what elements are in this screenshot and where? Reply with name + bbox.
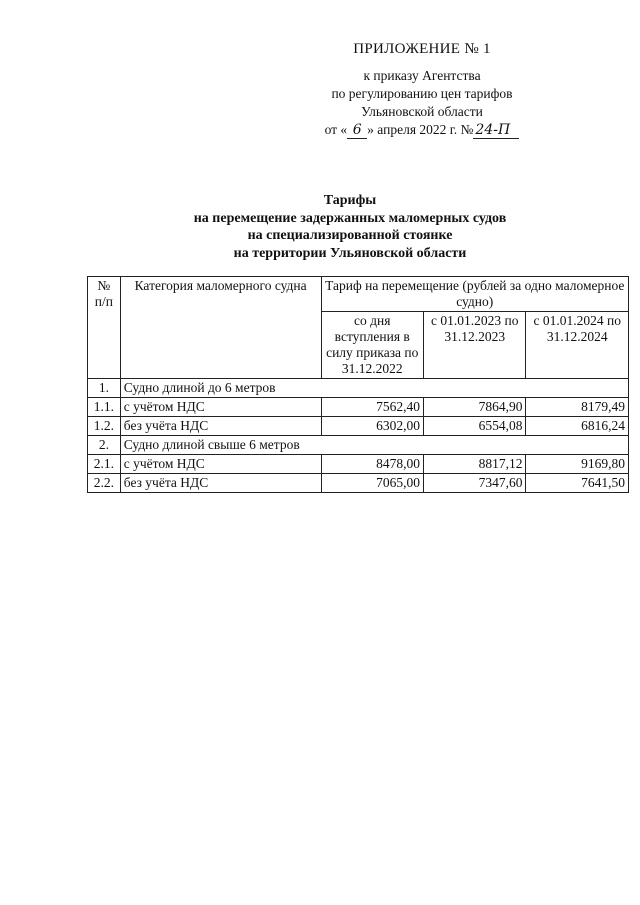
appendix-title: ПРИЛОЖЕНИЕ № 1 <box>353 41 491 57</box>
tariff-table <box>87 276 629 493</box>
row-value-period-2: 6554,08 <box>423 417 525 436</box>
row-value-period-1: 6302,00 <box>321 417 423 436</box>
title-line-2: на перемещение задержанных маломерных судов <box>193 210 507 226</box>
header-category: Категория маломерного судна <box>120 277 321 379</box>
title-line-3: на специализированной стоянке <box>247 228 453 243</box>
document-title <box>60 192 640 262</box>
table-row <box>88 474 629 493</box>
table-row <box>88 398 629 417</box>
appendix-line-3: Ульяновской области <box>361 104 483 119</box>
appendix-line-2: по регулированию цен тарифов <box>331 86 513 101</box>
header-period-1: со дня вступления в силу приказа по 31.12.2022 <box>321 312 423 379</box>
row-label: с учётом НДС <box>120 455 321 474</box>
date-middle: » апреля 2022 г. № <box>367 122 474 137</box>
row-num: 2.2. <box>88 474 121 493</box>
row-value-period-3: 9169,80 <box>526 455 629 474</box>
row-value-period-1: 7562,40 <box>321 398 423 417</box>
row-value-period-1: 8478,00 <box>321 455 423 474</box>
header-period-3: с 01.01.2024 по 31.12.2024 <box>526 312 629 379</box>
section-label: Судно длиной свыше 6 метров <box>120 436 628 455</box>
table-row <box>88 455 629 474</box>
row-value-period-2: 8817,12 <box>423 455 525 474</box>
row-label: с учётом НДС <box>120 398 321 417</box>
section-row <box>88 379 629 398</box>
row-value-period-3: 8179,49 <box>526 398 629 417</box>
row-value-period-3: 7641,50 <box>526 474 629 493</box>
row-value-period-2: 7864,90 <box>423 398 525 417</box>
header-period-2: с 01.01.2023 по 31.12.2023 <box>423 312 525 379</box>
row-label: без учёта НДС <box>120 417 321 436</box>
title-line-1: Тарифы <box>323 193 377 208</box>
row-value-period-2: 7347,60 <box>423 474 525 493</box>
appendix-block <box>292 40 552 139</box>
row-value-period-1: 7065,00 <box>321 474 423 493</box>
table-row <box>88 417 629 436</box>
table-header-row <box>88 277 629 312</box>
row-value-period-3: 6816,24 <box>526 417 629 436</box>
row-label: без учёта НДС <box>120 474 321 493</box>
header-tariff-group: Тариф на перемещение (рублей за одно маломерное судно) <box>321 277 629 312</box>
appendix-date-line <box>292 121 552 139</box>
row-num: 1.1. <box>88 398 121 417</box>
section-num: 1. <box>88 379 121 398</box>
section-num: 2. <box>88 436 121 455</box>
title-line-4: на территории Ульяновской области <box>233 245 467 261</box>
section-label: Судно длиной до 6 метров <box>120 379 628 398</box>
section-row <box>88 436 629 455</box>
header-num: № п/п <box>88 277 121 379</box>
handwritten-order-number: 24-П <box>473 123 519 139</box>
row-num: 1.2. <box>88 417 121 436</box>
row-num: 2.1. <box>88 455 121 474</box>
handwritten-day: 6 <box>347 123 367 139</box>
date-prefix: от « <box>324 122 348 137</box>
appendix-line-1: к приказу Агентства <box>363 68 481 83</box>
